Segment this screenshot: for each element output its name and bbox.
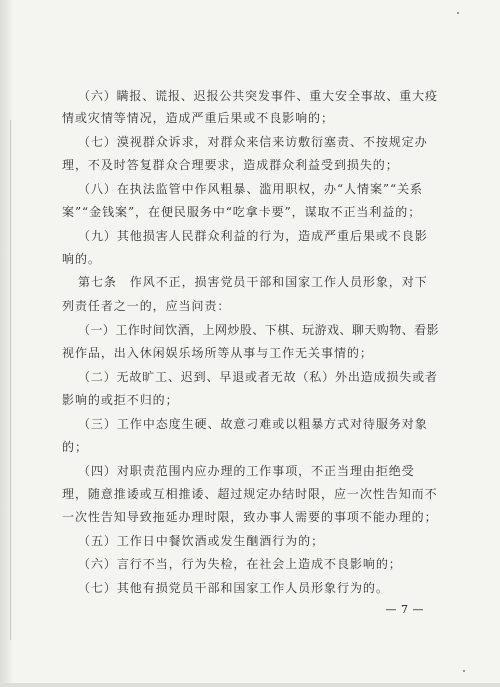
text-line: 视作品，出入休闲娱乐场所等从事与工作无关事情的； [62,346,373,360]
text-line: （二）无故旷工、迟到、早退或者无故（私）外出造成损失或者 [78,370,438,384]
text-line: （六）言行不当，行为失检，在社会上造成不良影响的； [78,557,402,571]
text-line: 理，不及时答复群众合理要求，造成群众利益受到损失的； [62,158,399,172]
scan-artifact-line [10,120,11,640]
scan-speck [457,12,459,14]
text-line: （八）在执法监管中作风粗暴、滥用职权，办“人情案”“关系 [78,182,424,196]
text-line: （七）其他有损党员干部和国家工作人员形象行为的。 [78,581,389,595]
text-line: 影响的或拒不归的； [62,393,179,407]
article-heading: 第七条 作风不正，损害党员干部和国家工作人员形象，对下 [78,275,428,289]
text-line: （一）工作时间饮酒，上网炒股、下棋、玩游戏、聊天购物、看影 [78,323,440,337]
text-line: （四）对职责范围内应办理的工作事项，不正当理由拒绝受 [78,464,415,478]
text-line: 一次性告知导致拖延办理时限，致办事人需要的事项不能办理的； [62,510,438,524]
text-line: 列责任者之一的，应当问责： [62,299,231,313]
text-line: 案”“金钱案”，在便民服务中“吃拿卡要”，谋取不正当利益的； [62,205,422,219]
text-line: （六）瞒报、谎报、迟报公共突发事件、重大安全事故、重大疫 [78,89,438,103]
text-line: （七）漠视群众诉求，对群众来信来访敷衍塞责、不按规定办 [78,135,428,149]
text-line: 响的。 [62,252,101,266]
text-line: （九）其他损害人民群众利益的行为，造成严重后果或不良影 [78,229,428,243]
scan-shadow-left [0,0,14,687]
text-line: （五）工作日中餐饮酒或发生酗酒行为的； [78,534,325,548]
text-line: 的； [62,440,88,454]
scan-shadow-bottom [0,683,500,687]
text-line: 情或灾情等情况，造成严重后果或不良影响的； [62,111,334,125]
scan-speck [463,670,465,672]
text-line: （三）工作中态度生硬、故意刁难或以粗暴方式对待服务对象 [78,417,428,431]
page-number: — 7 — [385,603,424,616]
text-line: 理，随意推诿或互相推诿、超过规定办结时限，应一次性告知而不 [62,487,438,501]
